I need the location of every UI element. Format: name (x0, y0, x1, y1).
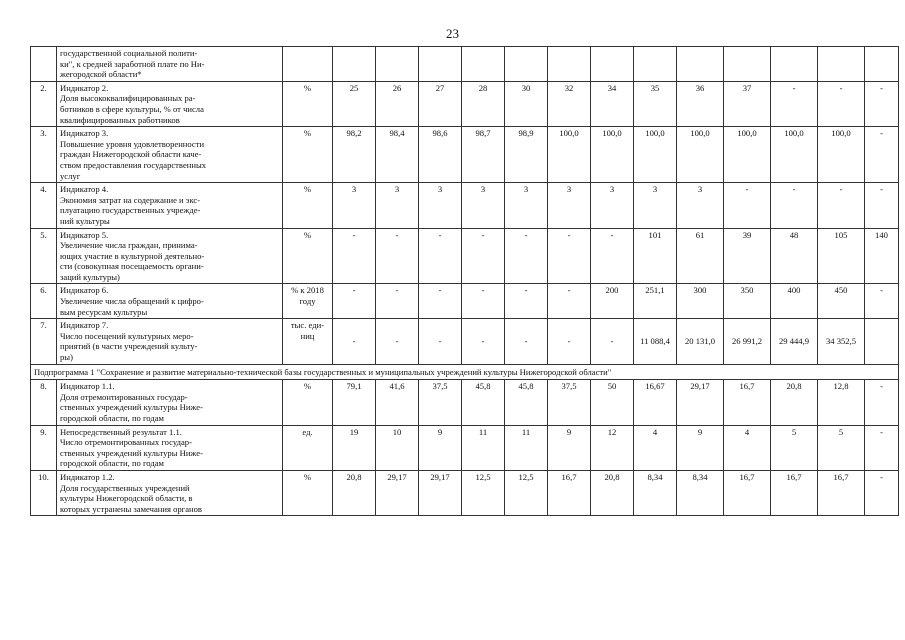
text-line: Увеличение числа граждан, принима- (60, 240, 198, 251)
value-cell: 3 (419, 183, 462, 228)
unit-cell (283, 319, 333, 364)
text-line: ботников в сфере культуры, % от числа (60, 103, 204, 114)
value-cell (548, 47, 591, 82)
value-cell-last: - (865, 183, 899, 228)
indicator-description (57, 380, 283, 425)
value-cell: 100,0 (634, 127, 677, 183)
text-line: квалифицированных работников (60, 114, 180, 125)
value-cell: 27 (419, 81, 462, 126)
text-line: ний культуры (60, 215, 110, 226)
text-line: ки", к средней заработной плате по Ни- (60, 58, 205, 69)
value-cell: 200 (591, 284, 634, 319)
value-cell: - (818, 183, 865, 228)
value-cell: 3 (376, 183, 419, 228)
value-cell: 5 (771, 425, 818, 470)
value-cell-last: - (865, 425, 899, 470)
value-cell-last: - (865, 470, 899, 515)
text-line: году (299, 296, 316, 307)
text-line: ющих участие в культурной деятельно- (60, 250, 205, 261)
text-line: приятий (в части учреждений культу- (60, 341, 198, 352)
value-cell: 8,34 (677, 470, 724, 515)
value-cell: 16,7 (548, 470, 591, 515)
indicator-description (57, 319, 283, 364)
value-cell: 37 (724, 81, 771, 126)
value-cell: - (462, 284, 505, 319)
value-cell (677, 47, 724, 82)
value-cell: - (333, 228, 376, 284)
value-cell: 98,4 (376, 127, 419, 183)
value-cell: - (505, 319, 548, 364)
indicator-description (57, 47, 283, 82)
value-cell: - (548, 319, 591, 364)
value-cell (634, 47, 677, 82)
value-cell: 30 (505, 81, 548, 126)
unit-cell (283, 47, 333, 82)
value-cell: 300 (677, 284, 724, 319)
text-line: Индикатор 3. (60, 128, 109, 139)
value-cell: 3 (591, 183, 634, 228)
unit-cell: ед. (283, 425, 333, 470)
text-line: Доля высококвалифицированных ра- (60, 93, 196, 104)
value-cell: 12,5 (462, 470, 505, 515)
indicator-description (57, 284, 283, 319)
text-line: государственной социальной полити- (60, 48, 198, 58)
text-line: ством предоставления государственных (60, 159, 207, 170)
row-number (31, 47, 57, 82)
value-cell (591, 47, 634, 82)
value-cell: 37,5 (548, 380, 591, 425)
value-cell: - (419, 284, 462, 319)
value-cell: 48 (771, 228, 818, 284)
value-cell: 34 352,5 (818, 319, 865, 364)
value-cell: 3 (634, 183, 677, 228)
value-cell: 98,7 (462, 127, 505, 183)
table-row (31, 127, 899, 183)
value-cell: 32 (548, 81, 591, 126)
table-body (31, 47, 899, 516)
value-cell: 19 (333, 425, 376, 470)
value-cell: 100,0 (724, 127, 771, 183)
row-number: 8. (31, 380, 57, 425)
value-cell: 350 (724, 284, 771, 319)
unit-cell: % (283, 470, 333, 515)
value-cell: - (505, 284, 548, 319)
value-cell: 100,0 (548, 127, 591, 183)
value-cell: 29,17 (419, 470, 462, 515)
value-cell: - (548, 284, 591, 319)
value-cell: 36 (677, 81, 724, 126)
value-cell: - (771, 183, 818, 228)
value-cell (462, 47, 505, 82)
value-cell: 3 (677, 183, 724, 228)
value-cell: 12,5 (505, 470, 548, 515)
table-row (31, 228, 899, 284)
value-cell: 16,7 (818, 470, 865, 515)
value-cell-last: - (865, 380, 899, 425)
value-cell: 98,6 (419, 127, 462, 183)
table-row (31, 319, 899, 364)
indicator-description (57, 127, 283, 183)
value-cell (419, 47, 462, 82)
value-cell: 29,17 (677, 380, 724, 425)
unit-cell: % (283, 127, 333, 183)
value-cell: 9 (677, 425, 724, 470)
row-number: 4. (31, 183, 57, 228)
value-cell: 26 (376, 81, 419, 126)
value-cell: 26 991,2 (724, 319, 771, 364)
text-line: жегородской области* (60, 69, 142, 80)
text-line: услуг (60, 170, 81, 181)
table-row (31, 284, 899, 319)
value-cell-last: - (865, 81, 899, 126)
row-number: 5. (31, 228, 57, 284)
value-cell (771, 47, 818, 82)
unit-cell (283, 284, 333, 319)
text-line: Индикатор 1.2. (60, 471, 115, 482)
text-line: граждан Нижегородской области каче- (60, 149, 202, 160)
value-cell: 101 (634, 228, 677, 284)
text-line: культуры Нижегородской области, в (60, 493, 193, 504)
value-cell: - (591, 228, 634, 284)
value-cell: 45,8 (505, 380, 548, 425)
value-cell: 3 (333, 183, 376, 228)
value-cell: 3 (462, 183, 505, 228)
row-number: 3. (31, 127, 57, 183)
unit-cell: % (283, 228, 333, 284)
unit-cell: % (283, 81, 333, 126)
value-cell: - (591, 319, 634, 364)
text-line: Доля государственных учреждений (60, 482, 190, 493)
value-cell (333, 47, 376, 82)
text-line: Экономия затрат на содержание и экс- (60, 194, 201, 205)
value-cell: 105 (818, 228, 865, 284)
value-cell: - (419, 228, 462, 284)
indicator-description (57, 425, 283, 470)
value-cell: 3 (505, 183, 548, 228)
table-row (31, 183, 899, 228)
value-cell: 20,8 (591, 470, 634, 515)
value-cell: 45,8 (462, 380, 505, 425)
value-cell: 25 (333, 81, 376, 126)
text-line: Индикатор 2. (60, 82, 109, 93)
value-cell: 28 (462, 81, 505, 126)
value-cell (724, 47, 771, 82)
text-line: ниц (300, 330, 315, 341)
text-line: ственных учреждений культуры Ниже- (60, 402, 203, 413)
value-cell: - (376, 228, 419, 284)
subprogram-title: Подпрограмма 1 "Сохранение и развитие материально-технической базы государственных и муниципальных учреждений культуры Нижегородской области" (31, 364, 899, 380)
table-row (31, 380, 899, 425)
value-cell: 8,34 (634, 470, 677, 515)
value-cell: 450 (818, 284, 865, 319)
value-cell: 79,1 (333, 380, 376, 425)
value-cell (818, 47, 865, 82)
page-number: 23 (446, 26, 459, 41)
value-cell: 16,7 (724, 470, 771, 515)
value-cell: 20,8 (771, 380, 818, 425)
value-cell-last (865, 47, 899, 82)
value-cell-last: - (865, 127, 899, 183)
value-cell: 29 444,9 (771, 319, 818, 364)
value-cell: 39 (724, 228, 771, 284)
row-number: 2. (31, 81, 57, 126)
table-row (31, 47, 899, 82)
value-cell: 20 131,0 (677, 319, 724, 364)
value-cell: - (419, 319, 462, 364)
value-cell: 35 (634, 81, 677, 126)
value-cell: 10 (376, 425, 419, 470)
text-line: Индикатор 1.1. (60, 381, 115, 392)
value-cell: 4 (634, 425, 677, 470)
unit-cell: % (283, 183, 333, 228)
table-row (31, 470, 899, 515)
value-cell: 12 (591, 425, 634, 470)
value-cell: 98,2 (333, 127, 376, 183)
value-cell: 16,67 (634, 380, 677, 425)
row-number: 7. (31, 319, 57, 364)
text-line: вым ресурсам культуры (60, 306, 148, 317)
value-cell: 251,1 (634, 284, 677, 319)
indicator-description (57, 470, 283, 515)
value-cell: - (548, 228, 591, 284)
text-line: Доля отремонтированных государ- (60, 391, 188, 402)
value-cell: - (333, 284, 376, 319)
row-number: 10. (31, 470, 57, 515)
table-row (31, 425, 899, 470)
value-cell: - (771, 81, 818, 126)
value-cell: 100,0 (771, 127, 818, 183)
value-cell: 11 (505, 425, 548, 470)
value-cell: - (724, 183, 771, 228)
value-cell: 29,17 (376, 470, 419, 515)
unit-cell: % (283, 380, 333, 425)
value-cell: - (376, 284, 419, 319)
indicator-description (57, 81, 283, 126)
value-cell: 9 (548, 425, 591, 470)
text-line: ственных учреждений культуры Ниже- (60, 447, 203, 458)
indicators-table (30, 46, 899, 516)
value-cell: 16,7 (724, 380, 771, 425)
text-line: Повышение уровня удовлетворенности (60, 138, 205, 149)
row-number: 6. (31, 284, 57, 319)
value-cell: 100,0 (591, 127, 634, 183)
value-cell: - (376, 319, 419, 364)
text-line: Индикатор 7. (60, 320, 109, 331)
value-cell: - (505, 228, 548, 284)
row-number: 9. (31, 425, 57, 470)
text-line: тыс. еди- (290, 320, 325, 331)
text-line: ры) (60, 352, 73, 363)
value-cell: 400 (771, 284, 818, 319)
value-cell: 11 088,4 (634, 319, 677, 364)
value-cell: 37,5 (419, 380, 462, 425)
text-line: Непосредственный результат 1.1. (60, 426, 182, 437)
text-line: сти (совокупная посещаемость органи- (60, 261, 204, 272)
value-cell (376, 47, 419, 82)
text-line: Индикатор 6. (60, 285, 109, 296)
value-cell: 100,0 (677, 127, 724, 183)
text-line: Индикатор 5. (60, 229, 109, 240)
text-line: Число посещений культурных меро- (60, 330, 194, 341)
value-cell: 98,9 (505, 127, 548, 183)
indicator-description (57, 228, 283, 284)
value-cell-last (865, 319, 899, 364)
value-cell: 12,8 (818, 380, 865, 425)
text-line: Увеличение числа обращений к цифро- (60, 296, 204, 307)
value-cell: 20,8 (333, 470, 376, 515)
table-row (31, 81, 899, 126)
text-line: % к 2018 (291, 285, 324, 296)
value-cell: 5 (818, 425, 865, 470)
value-cell-last: 140 (865, 228, 899, 284)
value-cell: 16,7 (771, 470, 818, 515)
text-line: городской области, по годам (60, 458, 164, 469)
value-cell: 34 (591, 81, 634, 126)
value-cell: - (818, 81, 865, 126)
text-line: заций культуры) (60, 271, 120, 282)
indicator-description (57, 183, 283, 228)
value-cell: 11 (462, 425, 505, 470)
value-cell: - (333, 319, 376, 364)
value-cell: 100,0 (818, 127, 865, 183)
subprogram-row (31, 364, 899, 380)
value-cell: 3 (548, 183, 591, 228)
text-line: Число отремонтированных государ- (60, 437, 192, 448)
value-cell (505, 47, 548, 82)
value-cell: - (462, 319, 505, 364)
value-cell: 41,6 (376, 380, 419, 425)
text-line: городской области, по годам (60, 413, 164, 423)
value-cell: 9 (419, 425, 462, 470)
value-cell-last: - (865, 284, 899, 319)
text-line: которых устранены замечания органов (60, 503, 202, 514)
text-line: плуатацию государственных учрежде- (60, 205, 201, 216)
value-cell: 4 (724, 425, 771, 470)
value-cell: 50 (591, 380, 634, 425)
value-cell: - (462, 228, 505, 284)
text-line: Индикатор 4. (60, 184, 109, 195)
value-cell: 61 (677, 228, 724, 284)
